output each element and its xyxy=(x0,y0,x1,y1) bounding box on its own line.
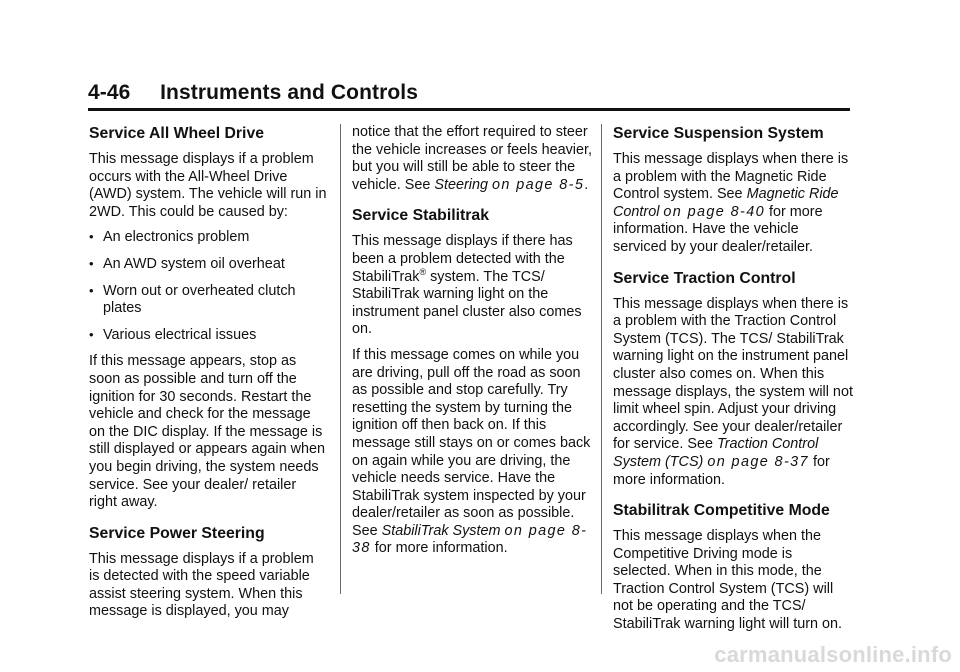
traction-p1: This message displays when there is a problem with the Traction Control System (TCS). The TCS/ StabiliTrak warning light on the instrument panel cluster also comes on. When this message displays, the system will not limit wheel spin. Adjust your driving accordingly. See your dealer/retailer for service. See Traction Control System (TCS) on page 8-37 for more information. xyxy=(613,295,853,488)
power-steering-p1: This message displays if a problem is detected with the speed variable assist steering system. When this message is displayed, you may xyxy=(89,550,314,620)
traction-control-link[interactable]: Traction Control System (TCS) on page 8-37 xyxy=(613,436,819,470)
watermark: carmanualsonline.info xyxy=(714,642,952,667)
section-heading-power-steering: Service Power Steering xyxy=(89,524,265,542)
bullet-icon: • xyxy=(89,282,94,298)
bullet-icon: • xyxy=(89,255,94,271)
section-stabilitrak xyxy=(352,206,592,558)
suspension-p1: This message displays when there is a problem with the Magnetic Ride Control system. See Magnetic Ride Control on page 8-40 for more information. Have the vehicle serviced by your dealer/retailer. xyxy=(613,151,849,255)
column-1 xyxy=(89,124,327,629)
list-item: • Worn out or overheated clutch plates xyxy=(89,282,296,317)
column-divider-1 xyxy=(340,124,341,594)
bullet-icon: • xyxy=(89,229,94,245)
awd-intro: This message displays if a problem occurs with the All-Wheel Drive (AWD) system. The vehicle will run in 2WD. This could be caused by: xyxy=(89,151,327,220)
stabilitrak-p2: If this message comes on while you are driving, pull off the road as soon as possible and stop carefully. Try resetting the system by turning the ignition off then back on. If this message still stays on or comes back on again while you are driving, the vehicle needs service. Have the StabiliTrak system inspected by your dealer/retailer as soon as possible. See StabiliTrak System on page 8-38 for more information. xyxy=(352,346,591,557)
section-heading-awd: Service All Wheel Drive xyxy=(89,125,265,142)
bullet-icon: • xyxy=(89,326,94,342)
page-header xyxy=(88,80,850,111)
column-divider-2 xyxy=(601,124,602,594)
awd-bullet-list xyxy=(89,229,327,344)
steering-link[interactable]: Steering on page 8-5 xyxy=(434,176,585,193)
list-item: • An AWD system oil overheat xyxy=(89,255,285,272)
header-rule xyxy=(88,108,850,111)
power-steering-p1-cont: notice that the effort required to steer the vehicle increases or feels heavier, but you will still be able to steer the vehicle. See Steering on page 8-5. xyxy=(352,124,592,193)
list-item: • An electronics problem xyxy=(89,229,250,246)
magnetic-ride-control-link[interactable]: Magnetic Ride Control on page 8-40 xyxy=(613,186,839,220)
column-2 xyxy=(352,124,592,566)
section-heading-stabilitrak: Service Stabilitrak xyxy=(352,207,489,225)
column-3 xyxy=(613,124,853,642)
section-heading-suspension: Service Suspension System xyxy=(613,125,824,142)
competitive-p1: This message displays when the Competitive Driving mode is selected. When in this mode, the Traction Control System (TCS) will not be operating and the TCS/ StabiliTrak warning light will turn on. xyxy=(613,528,843,633)
awd-body: If this message appears, stop as soon as possible and turn off the ignition for 30 seconds. Restart the vehicle and check for the message on the DIC display. If the message is still displayed or appears again when you begin driving, the system needs service. See your dealer/ retailer right away. xyxy=(89,353,325,511)
section-traction xyxy=(613,269,853,490)
stabilitrak-p1: This message displays if there has been a problem detected with the StabiliTrak® system. The TCS/ StabiliTrak warning light on the instrument panel cluster also comes on. xyxy=(352,233,582,338)
section-power-steering xyxy=(89,524,327,621)
page-title: 4-46 Instruments and Controls xyxy=(88,81,419,104)
section-heading-traction: Service Traction Control xyxy=(613,269,796,287)
stabilitrak-system-link[interactable]: StabiliTrak System on page 8-38 xyxy=(352,522,588,557)
list-item: • Various electrical issues xyxy=(89,326,257,343)
section-heading-competitive: Stabilitrak Competitive Mode xyxy=(613,502,830,520)
section-competitive xyxy=(613,501,853,634)
